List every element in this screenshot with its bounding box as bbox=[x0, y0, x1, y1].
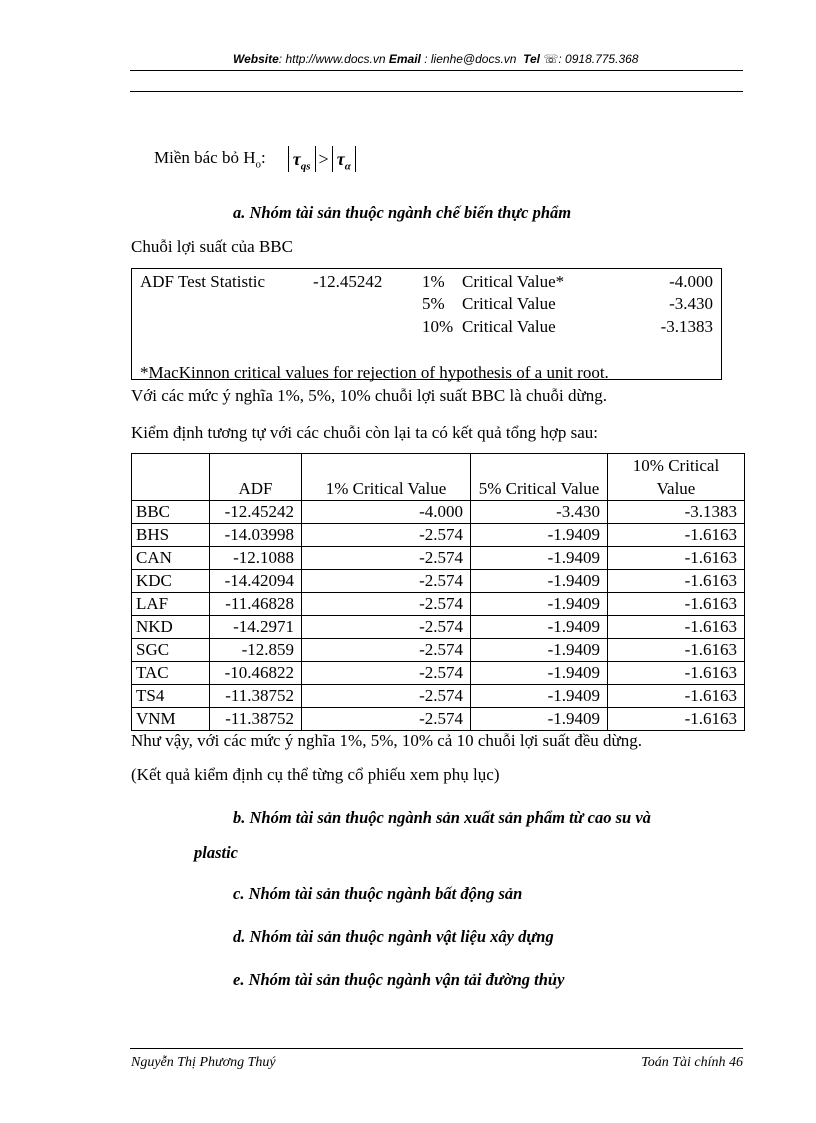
value-cell: -2.574 bbox=[302, 685, 471, 708]
value-cell: -2.574 bbox=[302, 708, 471, 731]
ticker-cell: LAF bbox=[132, 593, 210, 616]
value-cell: -1.9409 bbox=[471, 570, 608, 593]
adf-value: -12.45242 bbox=[313, 272, 383, 291]
table-header-cell bbox=[132, 454, 210, 501]
ticker-cell: BHS bbox=[132, 524, 210, 547]
value-cell: -12.45242 bbox=[210, 501, 302, 524]
tel-label: Tel bbox=[523, 52, 541, 66]
value-cell: -11.38752 bbox=[210, 708, 302, 731]
table-row bbox=[132, 593, 745, 616]
value-cell: -14.2971 bbox=[210, 616, 302, 639]
value-cell: -2.574 bbox=[302, 639, 471, 662]
value-cell: -1.6163 bbox=[608, 708, 745, 731]
phone-icon: ☏ bbox=[543, 52, 559, 66]
value-cell: -2.574 bbox=[302, 616, 471, 639]
footer-author: Nguyễn Thị Phương Thuý bbox=[131, 1055, 276, 1070]
series-title: Chuỗi lợi suất của BBC bbox=[131, 237, 293, 256]
table-row bbox=[132, 708, 745, 731]
ticker-cell: BBC bbox=[132, 501, 210, 524]
section-d-heading: d. Nhóm tài sản thuộc ngành vật liệu xây dựng bbox=[233, 927, 554, 946]
tel-value: : 0918.775.368 bbox=[558, 52, 639, 66]
formula-rhs: $\tau_\alpha$ bbox=[332, 146, 356, 172]
after-table-text: Như vậy, với các mức ý nghĩa 1%, 5%, 10% cả 10 chuỗi lợi suất đều dừng. bbox=[131, 731, 642, 750]
value-cell: -3.1383 bbox=[608, 501, 745, 524]
formula-lhs: $\tau_{qs}$ bbox=[288, 146, 316, 172]
adf-label: ADF Test Statistic bbox=[140, 272, 266, 291]
value-cell: -1.6163 bbox=[608, 662, 745, 685]
crit-level-1: 1% bbox=[422, 272, 445, 291]
value-cell: -1.9409 bbox=[471, 685, 608, 708]
email-value[interactable]: : lienhe@docs.vn bbox=[424, 52, 517, 66]
table-row bbox=[132, 662, 745, 685]
table-row bbox=[132, 570, 745, 593]
crit-label-5: Critical Value bbox=[462, 294, 556, 313]
footer-rule bbox=[130, 1048, 743, 1049]
value-cell: -14.03998 bbox=[210, 524, 302, 547]
table-header-cell: 1% Critical Value bbox=[302, 454, 471, 501]
section-b-heading-line2: plastic bbox=[194, 843, 238, 862]
formula-operator: > bbox=[318, 148, 329, 169]
mackinnon-note: *MacKinnon critical values for rejection of hypothesis of a unit root. bbox=[140, 363, 609, 382]
footer-course: Toán Tài chính 46 bbox=[641, 1055, 743, 1070]
value-cell: -4.000 bbox=[302, 501, 471, 524]
value-cell: -1.9409 bbox=[471, 593, 608, 616]
value-cell: -1.6163 bbox=[608, 524, 745, 547]
value-cell: -11.46828 bbox=[210, 593, 302, 616]
value-cell: -2.574 bbox=[302, 593, 471, 616]
value-cell: -10.46822 bbox=[210, 662, 302, 685]
crit-value-10: -3.1383 bbox=[660, 317, 713, 336]
header-rule-top bbox=[130, 70, 743, 71]
table-row bbox=[132, 524, 745, 547]
appendix-note: (Kết quả kiểm định cụ thể từng cổ phiếu xem phụ lục) bbox=[131, 765, 500, 784]
value-cell: -12.1088 bbox=[210, 547, 302, 570]
section-c-heading: c. Nhóm tài sản thuộc ngành bất động sản bbox=[233, 884, 523, 903]
value-cell: -1.6163 bbox=[608, 685, 745, 708]
value-cell: -1.6163 bbox=[608, 593, 745, 616]
value-cell: -2.574 bbox=[302, 662, 471, 685]
summary-intro: Kiểm định tương tự với các chuỗi còn lại ta có kết quả tổng hợp sau: bbox=[131, 423, 598, 442]
value-cell: -1.9409 bbox=[471, 547, 608, 570]
value-cell: -2.574 bbox=[302, 547, 471, 570]
crit-value-5: -3.430 bbox=[669, 294, 713, 313]
value-cell: -1.9409 bbox=[471, 708, 608, 731]
value-cell: -1.9409 bbox=[471, 524, 608, 547]
ticker-cell: VNM bbox=[132, 708, 210, 731]
value-cell: -3.430 bbox=[471, 501, 608, 524]
email-label: Email bbox=[388, 52, 421, 66]
value-cell: -1.9409 bbox=[471, 616, 608, 639]
table-header-cell: ADF bbox=[210, 454, 302, 501]
page-header bbox=[233, 52, 638, 66]
crit-label-1: Critical Value* bbox=[462, 272, 565, 291]
table-row bbox=[132, 685, 745, 708]
website-value[interactable]: : http://www.docs.vn bbox=[278, 52, 386, 66]
website-label: Website bbox=[233, 52, 279, 66]
rejection-region-formula bbox=[154, 146, 356, 172]
adf-summary-table bbox=[131, 453, 745, 731]
table-row bbox=[132, 501, 745, 524]
value-cell: -11.38752 bbox=[210, 685, 302, 708]
header-rule-bottom bbox=[130, 91, 743, 92]
ticker-cell: KDC bbox=[132, 570, 210, 593]
value-cell: -12.859 bbox=[210, 639, 302, 662]
table-row bbox=[132, 616, 745, 639]
value-cell: -1.9409 bbox=[471, 639, 608, 662]
table-row bbox=[132, 547, 745, 570]
value-cell: -14.42094 bbox=[210, 570, 302, 593]
crit-level-10: 10% bbox=[422, 317, 454, 336]
section-b-heading-line1: b. Nhóm tài sản thuộc ngành sản xuất sản phẩm từ cao su và bbox=[233, 808, 651, 827]
value-cell: -1.9409 bbox=[471, 662, 608, 685]
ticker-cell: TS4 bbox=[132, 685, 210, 708]
section-e-heading: e. Nhóm tài sản thuộc ngành vận tải đường thủy bbox=[233, 970, 565, 989]
value-cell: -2.574 bbox=[302, 570, 471, 593]
value-cell: -1.6163 bbox=[608, 547, 745, 570]
value-cell: -2.574 bbox=[302, 524, 471, 547]
adf-result-box bbox=[131, 268, 722, 380]
ticker-cell: TAC bbox=[132, 662, 210, 685]
crit-level-5: 5% bbox=[422, 294, 445, 313]
ticker-cell: SGC bbox=[132, 639, 210, 662]
section-a-heading: a. Nhóm tài sản thuộc ngành chế biến thực phẩm bbox=[233, 203, 572, 222]
value-cell: -1.6163 bbox=[608, 639, 745, 662]
formula-label: Miền bác bỏ $H_o$: bbox=[154, 147, 266, 171]
ticker-cell: NKD bbox=[132, 616, 210, 639]
bbc-conclusion: Với các mức ý nghĩa 1%, 5%, 10% chuỗi lợi suất BBC là chuỗi dừng. bbox=[131, 386, 607, 405]
crit-label-10: Critical Value bbox=[462, 317, 556, 336]
table-header-row bbox=[132, 454, 745, 501]
table-row bbox=[132, 639, 745, 662]
table-header-cell: 5% Critical Value bbox=[471, 454, 608, 501]
table-header-cell: 10% Critical Value bbox=[608, 454, 745, 501]
ticker-cell: CAN bbox=[132, 547, 210, 570]
value-cell: -1.6163 bbox=[608, 570, 745, 593]
value-cell: -1.6163 bbox=[608, 616, 745, 639]
crit-value-1: -4.000 bbox=[669, 272, 713, 291]
